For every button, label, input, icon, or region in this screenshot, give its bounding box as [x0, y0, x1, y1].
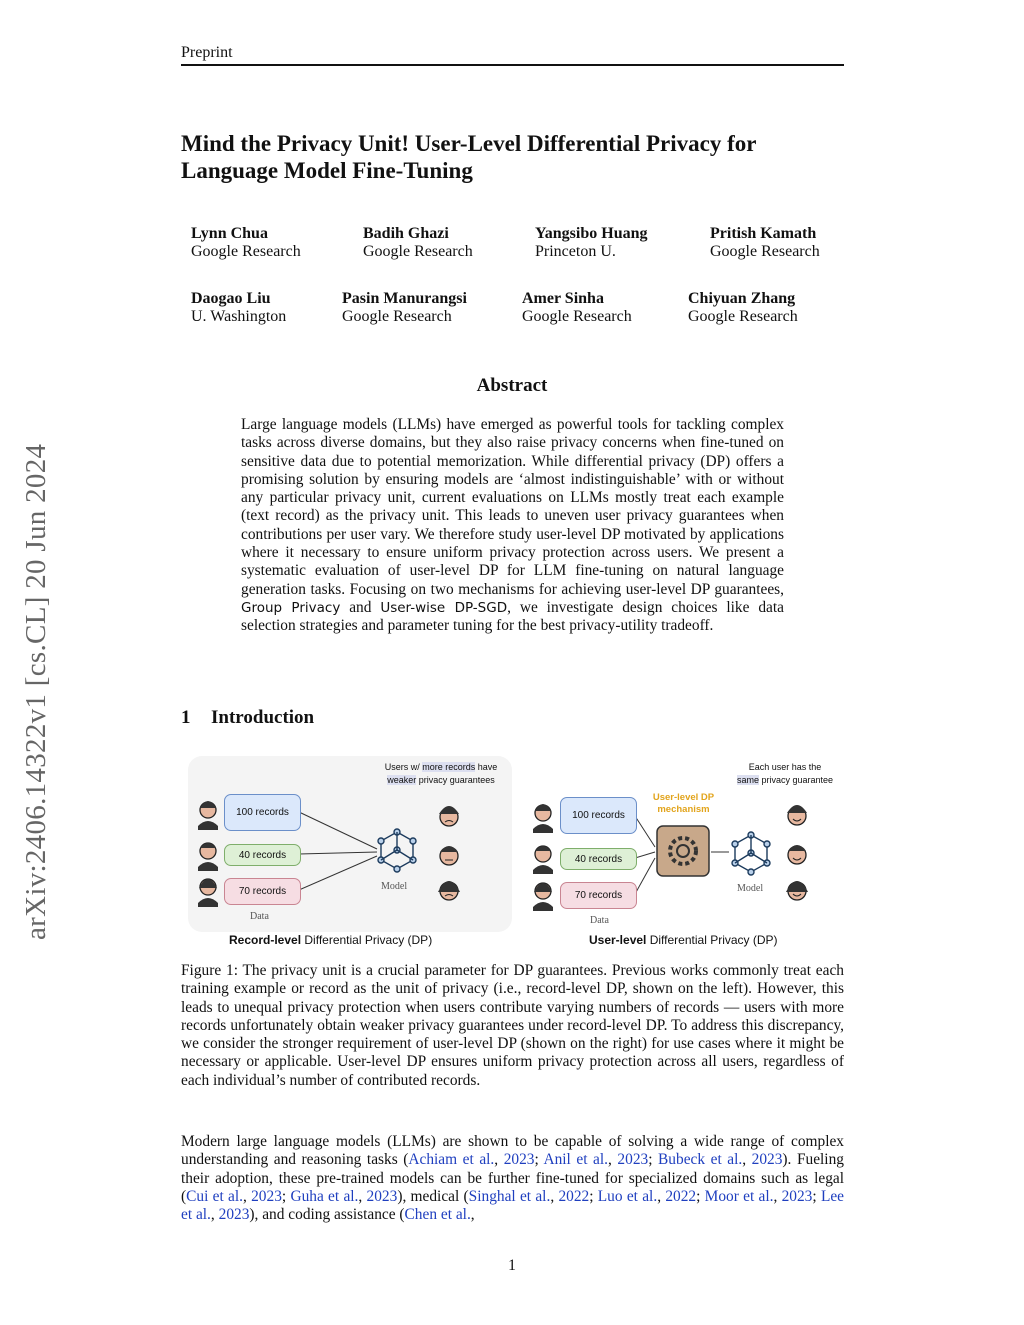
author-affiliation: Google Research: [191, 243, 301, 260]
author-name: Daogao Liu: [191, 290, 271, 307]
citation-year[interactable]: 2023: [251, 1187, 282, 1205]
abstract-part2: , we investigate design choices like data selection strategies and parameter tuning for the best privacy-utility tradeoff.: [241, 598, 784, 635]
note-text: privacy guarantee: [761, 775, 834, 785]
record-box-70: 70 records: [224, 878, 301, 905]
citation-link[interactable]: Cui et al.: [186, 1187, 243, 1205]
figure-1: [181, 752, 844, 952]
citation-link[interactable]: Achiam et al.: [408, 1151, 495, 1169]
model-label: Model: [381, 881, 408, 892]
author-name: Lynn Chua: [191, 225, 268, 242]
author-affiliation: Google Research: [688, 308, 798, 325]
abstract-text: [241, 416, 784, 636]
citation-link[interactable]: Moor et al.: [704, 1187, 774, 1205]
note-text: Users w/: [384, 762, 420, 772]
author-affiliation: U. Washington: [191, 308, 287, 325]
author-affiliation: Google Research: [342, 308, 452, 325]
paper-title: Mind the Privacy Unit! User-Level Differential Privacy for Language Model Fine-Tuning: [181, 131, 757, 183]
mechanism-group-privacy: Group Privacy: [241, 599, 341, 616]
citation-link[interactable]: Bubeck et al.: [658, 1151, 743, 1169]
right-subcaption: [589, 933, 778, 947]
author-affiliation: Google Research: [363, 243, 473, 260]
author-4: [710, 225, 820, 261]
model-label: Model: [737, 883, 764, 894]
author-5: [191, 290, 286, 326]
citation-year[interactable]: 2023: [751, 1151, 783, 1169]
text: ,: [470, 1206, 475, 1224]
data-arrows: [299, 812, 377, 890]
mechanism-user-wise-dpsgd: User-wise DP-SGD: [380, 599, 508, 616]
data-label: Data: [590, 915, 609, 926]
abstract-and: and: [349, 598, 372, 616]
author-6: [342, 290, 467, 326]
note-highlight: same: [736, 775, 759, 785]
right-note: [727, 761, 843, 787]
citation-year[interactable]: 2022: [558, 1187, 590, 1205]
user-avatar-icon: [533, 804, 553, 833]
note-highlight: more records: [422, 762, 476, 772]
user-avatar-icon: [198, 801, 218, 830]
note-highlight: weaker: [387, 775, 417, 785]
citation-year[interactable]: 2023: [781, 1187, 813, 1205]
worried-face-icon: [439, 806, 459, 826]
author-name: Amer Sinha: [522, 290, 604, 307]
subcaption-rest: Differential Privacy (DP): [649, 933, 778, 947]
citation-link[interactable]: Chen et al.: [404, 1206, 471, 1224]
model-icon: [378, 829, 416, 872]
record-box-100: 100 records: [560, 797, 637, 834]
text: ). Fueling their adoption, these pre-trained models can be further fine-tuned for specialized domains such as legal (: [181, 1151, 844, 1205]
author-affiliation: Princeton U.: [535, 243, 616, 260]
author-2: [363, 225, 473, 261]
author-name: Pasin Manurangsi: [342, 290, 467, 307]
citation-year[interactable]: 2023: [617, 1151, 649, 1169]
arxiv-stamp: arXiv:2406.14322v1 [cs.CL] 20 Jun 2024: [20, 443, 52, 940]
author-name: Yangsibo Huang: [535, 225, 648, 242]
record-box-70: 70 records: [560, 882, 637, 909]
author-1: [191, 225, 301, 261]
author-affiliation: Google Research: [522, 308, 632, 325]
citation-year[interactable]: 2023: [503, 1151, 535, 1169]
mechanism-line: User-level DP: [652, 792, 715, 803]
record-box-40: 40 records: [224, 844, 301, 866]
record-box-100: 100 records: [224, 794, 301, 831]
author-8: [688, 290, 798, 326]
citation-link[interactable]: Guha et al.: [290, 1187, 359, 1205]
section-heading: [181, 707, 314, 729]
record-box-40: 40 records: [560, 848, 637, 870]
left-subcaption: [229, 933, 432, 947]
author-7: [522, 290, 632, 326]
text: ), and coding assistance (: [249, 1206, 405, 1224]
happy-face-icon: [786, 881, 808, 900]
abstract-part1: Large language models (LLMs) have emerged as powerful tools for tackling complex tasks across diverse domains, but they also raise privacy concerns when fine-tuned on sensitive data due to potential memorization. While differential privacy (DP) offers a promising solution by ensuring models are ‘almost indistinguishable’ with or without any particular privacy unit, current evaluations on LLMs mostly treat each example (text record) as the privacy unit. This leads to uneven user privacy guarantees when contributions per user vary. We therefore study user-level DP motivated by applications where it necessary to ensure uniform privacy protection across users. We present a systematic evaluation of user-level DP for LLM fine-tuning on natural language generation tasks. Focusing on two mechanisms for achieving user-level DP guarantees,: [241, 416, 784, 598]
citation-year[interactable]: 2023: [218, 1206, 250, 1224]
neutral-face-icon: [440, 846, 458, 865]
citation-year[interactable]: 2022: [665, 1187, 697, 1205]
author-affiliation: Google Research: [710, 243, 820, 260]
citation-year[interactable]: 2023: [366, 1187, 398, 1205]
user-avatar-icon: [198, 843, 218, 871]
user-avatar-icon: [533, 883, 553, 911]
sad-face-icon: [438, 881, 460, 900]
note-text: privacy guarantees: [418, 775, 495, 785]
data-label: Data: [250, 911, 269, 922]
text: ), medical (: [397, 1187, 469, 1205]
model-icon: [732, 832, 770, 875]
page-number: 1: [508, 1257, 516, 1274]
author-name: Pritish Kamath: [710, 225, 817, 242]
note-text: have: [477, 762, 498, 772]
author-name: Badih Ghazi: [363, 225, 449, 242]
happy-face-icon: [787, 805, 807, 825]
subcaption-bold: User-level: [589, 933, 647, 947]
citation-link[interactable]: Anil et al.: [543, 1151, 609, 1169]
header-rule: [181, 64, 844, 66]
text: Modern large language models (LLMs) are shown to be capable of solving a wide range of complex understanding and reasoning tasks (: [181, 1133, 844, 1169]
section-title: Introduction: [211, 707, 315, 728]
gear-icon: [657, 826, 709, 876]
citation-link[interactable]: Lee et al.: [181, 1187, 845, 1224]
mechanism-line: mechanism: [657, 804, 710, 815]
left-note: [371, 761, 511, 787]
intro-paragraph: Modern large language models (LLMs) are shown to be capable of solving a wide range of complex understanding and reasoning tasks (Achiam et al., 2023; Anil et al., 2023; Bubeck et al., 2023). Fueling their adoption, these pre-trained models can be further fine-tuned for specialized domains such as legal (Cui et al., 2023; Guha et al., 2023), medical (Singhal et al., 2022; Luo et al., 2022; Moor et al., 2023; Lee et al., 2023), and coding assistance (Chen et al.,: [181, 1133, 845, 1224]
citation-link[interactable]: Luo et al.: [597, 1187, 658, 1205]
abstract-heading: Abstract: [476, 375, 548, 396]
happy-face-icon: [788, 845, 806, 864]
note-text: Each user has the: [748, 762, 822, 772]
user-avatar-icon: [198, 879, 218, 907]
running-header: Preprint: [181, 44, 233, 61]
citation-link[interactable]: Singhal et al.: [468, 1187, 551, 1205]
author-3: [535, 225, 648, 261]
user-avatar-icon: [533, 846, 553, 874]
subcaption-rest: Differential Privacy (DP): [304, 933, 433, 947]
subcaption-bold: Record-level: [229, 933, 302, 947]
author-name: Chiyuan Zhang: [688, 290, 796, 307]
section-number: 1: [181, 707, 191, 728]
figure-caption: Figure 1: The privacy unit is a crucial parameter for DP guarantees. Previous works commonly treat each training example or record as the unit of privacy (i.e., record-level DP, shown on the left). However, this leads to unequal privacy protection when users contribute varying numbers of records — users with more records unfortunately obtain weaker privacy guarantees under record-level DP. To address this discrepancy, we consider the stronger requirement of user-level DP (shown on the right) for use cases where it might be necessary or applicable. User-level DP ensures uniform privacy protection across all users, regardless of each individual’s number of contributed records.: [181, 962, 844, 1089]
mechanism-label: [636, 792, 731, 816]
